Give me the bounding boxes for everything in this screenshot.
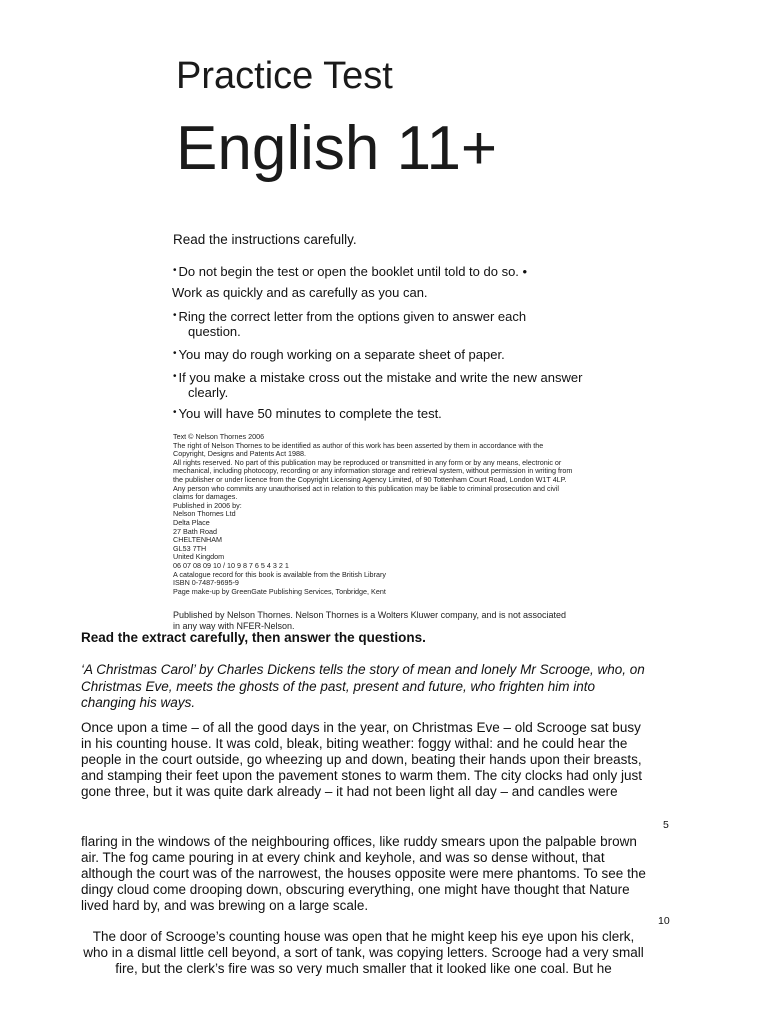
instruction-item: • If you make a mistake cross out the mistake and write the new answer clearly. (173, 370, 583, 400)
copyright-line: mechanical, including photocopy, recording or any information storage and retrieval system, without permission in writing from (173, 466, 573, 476)
copyright-line: Nelson Thornes Ltd (173, 509, 236, 519)
cover-subtitle: English 11+ (176, 114, 498, 183)
extract-paragraph-2: flaring in the windows of the neighbouring offices, like ruddy smears upon the palpable brown air. The fog came pouring in at every chink and keyhole, and was so dense without, that although the court was of the narrowest, the houses opposite were mere phantoms. To see the dingy cloud come drooping down, obscuring everything, one might have thought that Nature lived hard by, and was brewing on a large scale. (81, 834, 646, 913)
instructions-intro: Read the instructions carefully. (173, 232, 357, 247)
extract-paragraph-1: Once upon a time – of all the good days in the year, on Christmas Eve – old Scrooge sat busy in his counting house. It was cold, bleak, biting weather: foggy withal: and he could hear the people in the court outside, go wheezing up and down, beating their hands upon their breasts, and stamping their feet upon the pavement stones to warm them. The city clocks had only just gone three, but it was quite dark already – it had not been light all day – and candles were (81, 720, 643, 799)
copyright-line: ISBN 0-7487-9695-9 (173, 578, 239, 588)
copyright-line: CHELTENHAM (173, 535, 222, 545)
extract-paragraph-3: The door of Scrooge’s counting house was open that he might keep his eye upon his clerk, who in a dismal little cell beyond, a sort of tank, was copying letters. Scrooge had a very small fire, but the clerk’s fire was so very much smaller that it looked like one coal. But he (83, 929, 644, 976)
cover-title: Practice Test (176, 55, 393, 97)
copyright-line: Published in 2006 by: (173, 500, 242, 510)
copyright-line: A catalogue record for this book is available from the British Library (173, 569, 386, 579)
copyright-line: 06 07 08 09 10 / 10 9 8 7 6 5 4 3 2 1 (173, 560, 289, 570)
extract-heading: Read the extract carefully, then answer the questions. (81, 630, 426, 645)
bullet-icon: • (173, 407, 177, 418)
bullet-icon: • (173, 310, 177, 321)
copyright-line: claims for damages. (173, 492, 238, 502)
copyright-line: United Kingdom (173, 552, 225, 562)
copyright-line: Delta Place (173, 517, 210, 527)
bullet-icon: • (173, 265, 177, 276)
copyright-line: Page make-up by GreenGate Publishing Services, Tonbridge, Kent (173, 586, 386, 596)
instruction-item: • Do not begin the test or open the booklet until told to do so. • (173, 264, 528, 279)
instruction-item: • You will have 50 minutes to complete the test. (173, 406, 442, 421)
copyright-line: the publisher or under licence from the Copyright Licensing Agency Limited, of 90 Tottenham Court Road, London W1T 4LP. (173, 474, 567, 484)
bullet-icon: • (173, 348, 177, 359)
extract-intro: ‘A Christmas Carol’ by Charles Dickens tells the story of mean and lonely Mr Scrooge, who, on Christmas Eve, meets the ghosts of the past, present and future, who frighten him into changing his ways. (81, 662, 645, 710)
copyright-line: The right of Nelson Thornes to be identified as author of this work has been asserted by them in accordance with the (173, 440, 544, 450)
copyright-line: All rights reserved. No part of this publication may be reproduced or transmitted in any form or by any means, electronic or (173, 457, 562, 467)
instruction-item: Work as quickly and as carefully as you can. (172, 285, 428, 300)
instruction-item: • You may do rough working on a separate sheet of paper. (173, 347, 505, 362)
copyright-line: Copyright, Designs and Patents Act 1988. (173, 449, 307, 459)
line-number-10: 10 (658, 915, 670, 927)
copyright-line: Any person who commits any unauthorised act in relation to this publication may be liable to criminal prosecution and civil (173, 483, 559, 493)
copyright-line: Text © Nelson Thornes 2006 (173, 432, 265, 441)
copyright-line: 27 Bath Road (173, 526, 217, 536)
copyright-line: GL53 7TH (173, 543, 207, 553)
instruction-item: • Ring the correct letter from the options given to answer each question. (173, 309, 527, 339)
bullet-icon: • (173, 371, 177, 382)
publisher-note: Published by Nelson Thornes. Nelson Thornes is a Wolters Kluwer company, and is not associated in any way with NFER-Nelson. (173, 610, 567, 631)
line-number-5: 5 (663, 819, 669, 831)
copyright-block (173, 433, 603, 596)
